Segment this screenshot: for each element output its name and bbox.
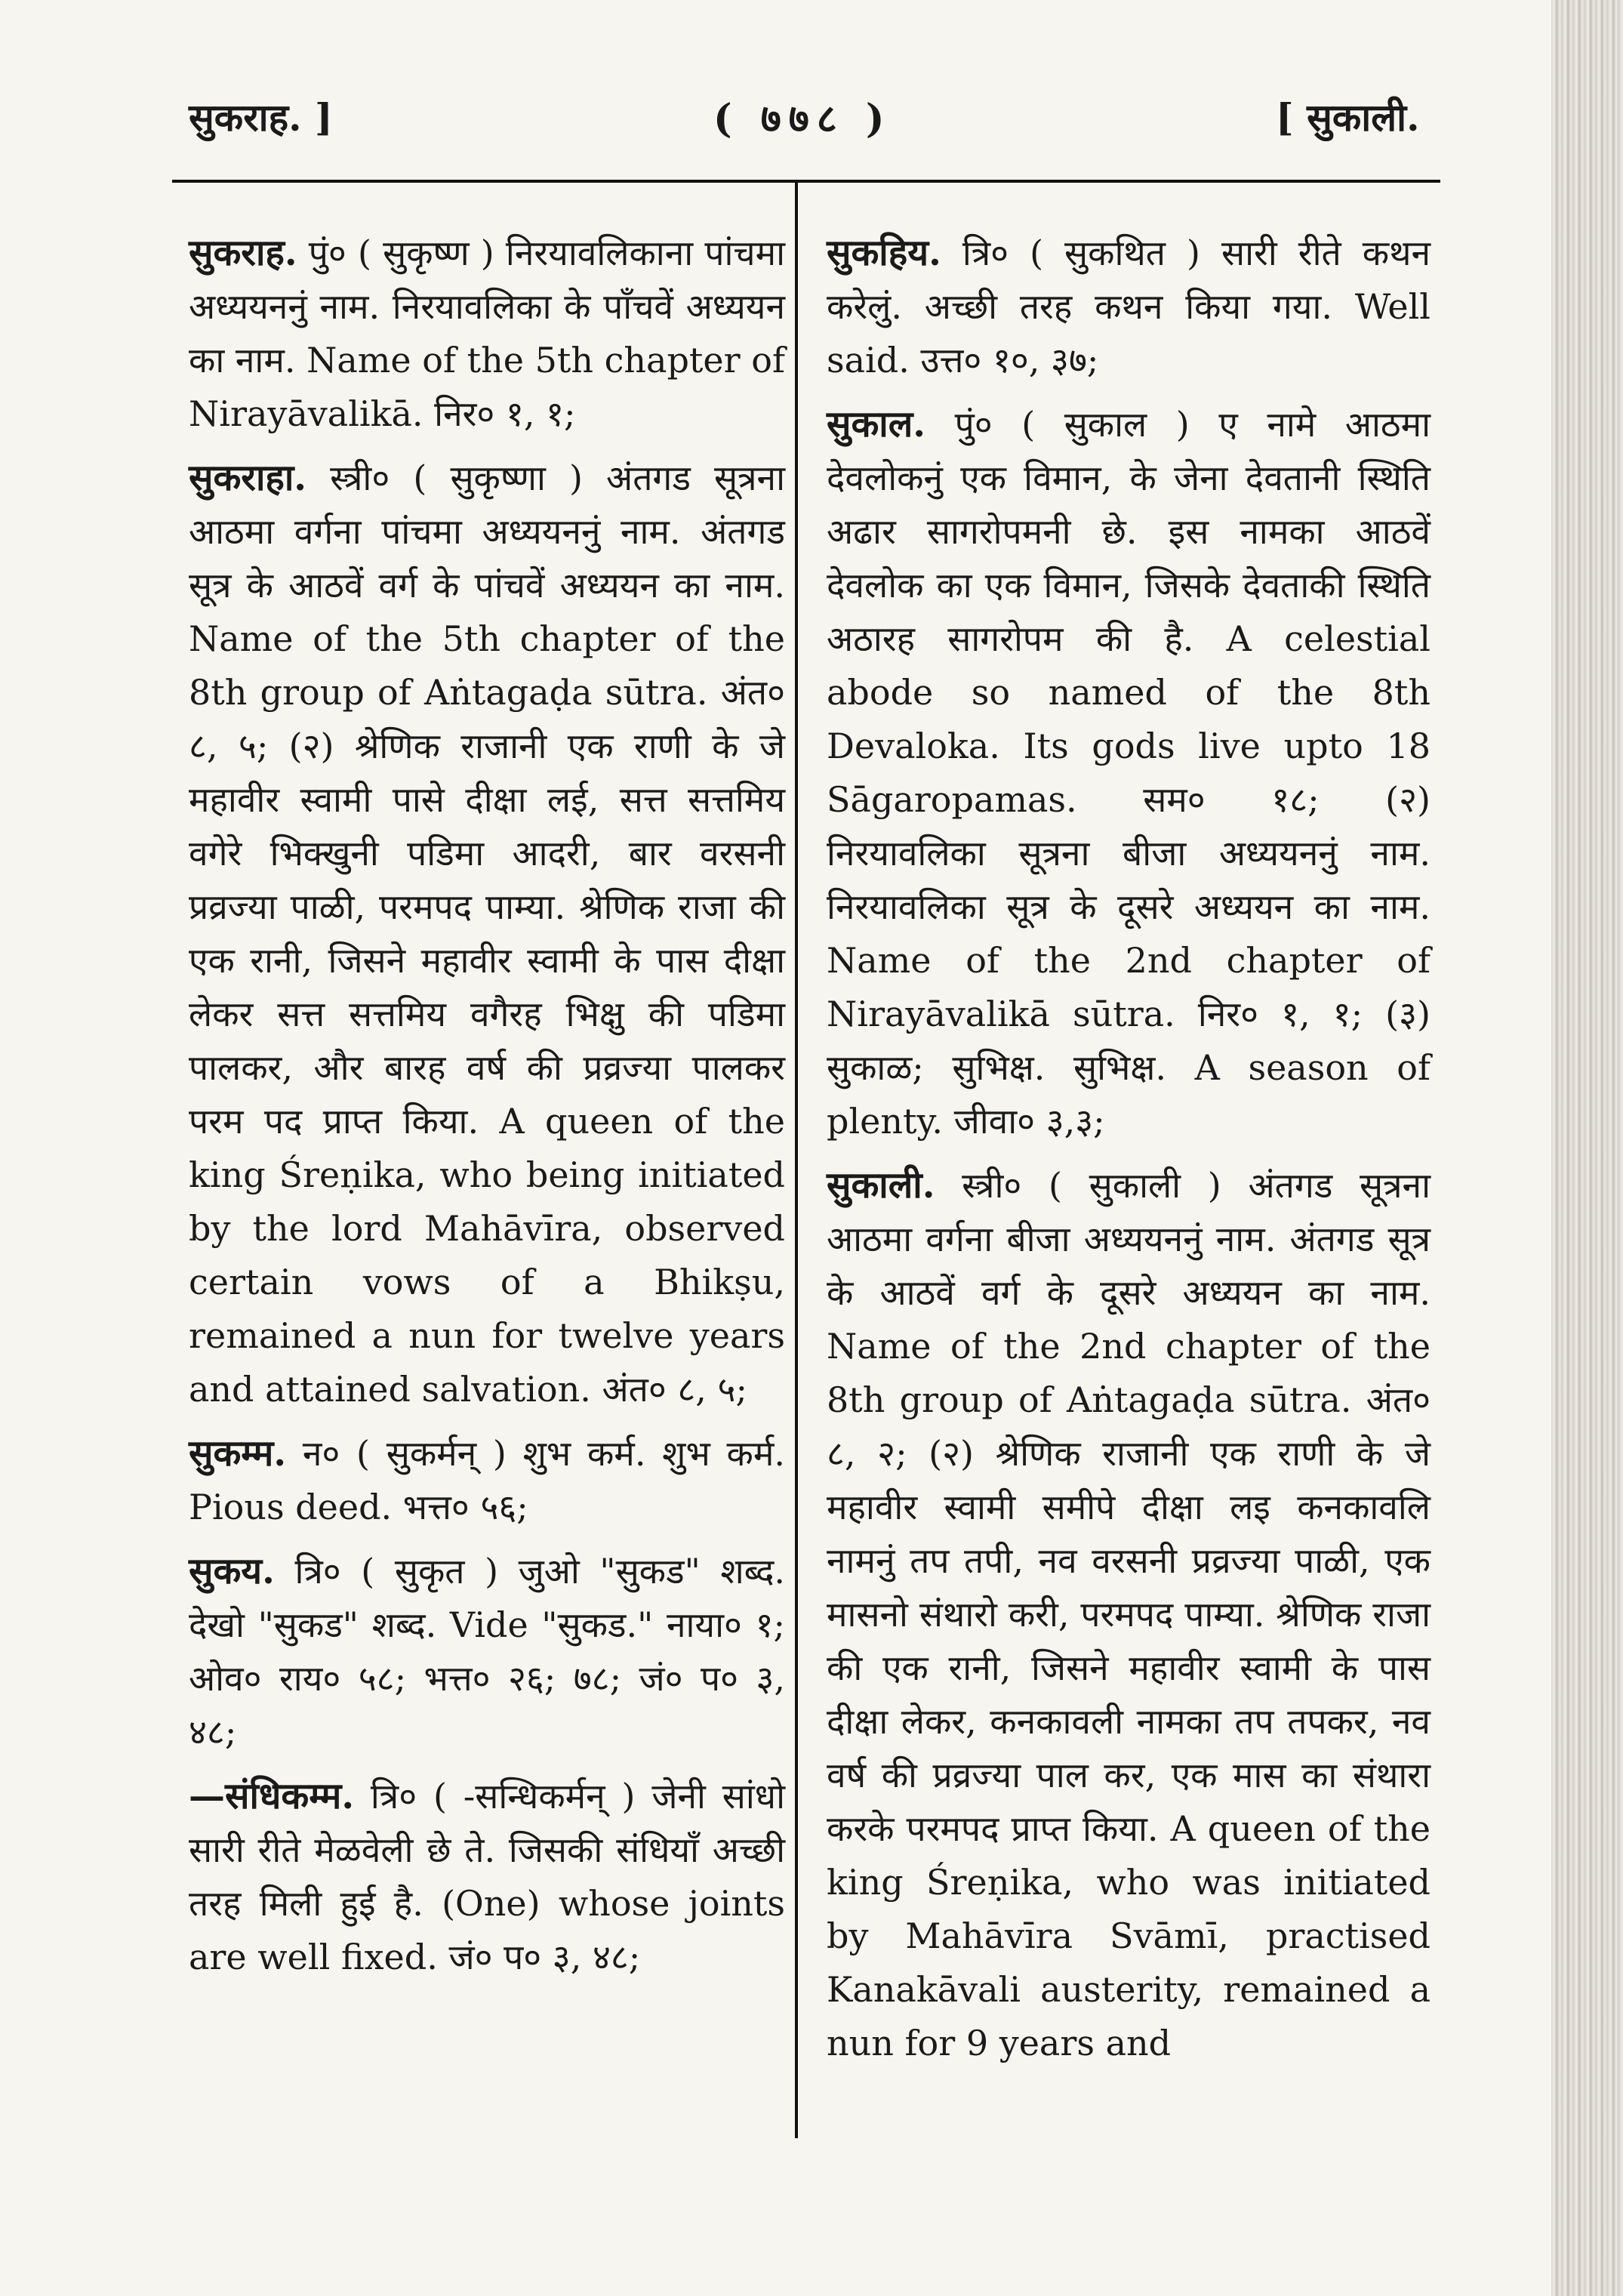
entry-text: पुं० ( सुकाल ) ए नामे आठमा देवलोकनुं एक विमान, के जेना देवतानी स्थिति अढार सागरोपमनी छे. इस नामका आठवें देवलोक का एक विमान, जिसके देवताकी स्थिति अठारह सागरोपम की है. A celestial abode so named of the 8th Devaloka. Its gods live upto 18 Sāgaropamas. सम० १८; (२) निरयावलिका सूत्रना बीजा अध्ययननुं नाम. निरयावलिका सूत्र के दूसरे अध्ययन का नाम. Name of the 2nd chapter of Nirayāvalikā sūtra. निर० १, १; (३) सुकाळ; सुभिक्ष. सुभिक्ष. A season of plenty. जीवा० ३,३; <box>827 404 1431 1142</box>
header-right-catchword: [ सुकाली. <box>1276 95 1420 140</box>
page-edge <box>1551 0 1623 2296</box>
entry-text: स्त्री० ( सुकृष्णा ) अंतगड सूत्रना आठमा वर्गना पांचमा अध्ययननुं नाम. अंतगड सूत्र के आठवें वर्ग के पांचवें अध्ययन का नाम. Name of the 5th chapter of the 8th group of Aṅtagaḍa sūtra. अंत० ८, ५; (२) श्रेणिक राजानी एक राणी के जे महावीर स्वामी पासे दीक्षा लई, सत्त सत्तमिय वगेरे भिक्खुनी पडिमा आदरी, बार वरसनी प्रव्रज्या पाळी, परमपद पाम्या. श्रेणिक राजा की एक रानी, जिसने महावीर स्वामी के पास दीक्षा लेकर सत्त सत्तमिय वगैरह भिक्षु की पडिमा पालकर, और बारह वर्ष की प्रव्रज्या पालकर परम पद प्राप्त किया. A queen of the king Śreṇika, who being initiated by the lord Mahāvīra, observed certain vows of a Bhikṣu, remained a nun for twelve years and attained salvation. अंत० ८, ५; <box>189 458 785 1410</box>
left-column <box>189 227 785 1995</box>
entry-headword: सुकराह. <box>189 232 297 274</box>
column-divider <box>795 183 798 2138</box>
entry-headword: सुकहिय. <box>827 232 941 274</box>
dictionary-entry <box>827 227 1431 387</box>
dictionary-sub-entry <box>189 1770 785 1984</box>
entry-text: त्रि० ( सुकृत ) जुओ "सुकड" शब्द. देखो "सुकड" शब्द. Vide "सुकड." नाया० १; ओव० राय० ५८; भत्त० २६; ७८; जं० प० ३, ४८; <box>189 1551 786 1752</box>
entry-headword: सुकय. <box>189 1550 275 1592</box>
header-left-catchword: सुकराह. ] <box>189 95 333 140</box>
dictionary-entry <box>189 1427 785 1534</box>
entry-text: स्त्री० ( सुकाली ) अंतगड सूत्रना आठमा वर्गना बीजा अध्ययननुं नाम. अंतगड सूत्र के आठवें वर्ग के दूसरे अध्ययन का नाम. Name of the 2nd chapter of the 8th group of Aṅtagaḍa sūtra. अंत० ८, २; (२) श्रेणिक राजानी एक राणी के जे महावीर स्वामी समीपे दीक्षा लइ कनकावलि नामनुं तप तपी, नव वरसनी प्रव्रज्या पाळी, एक मासनो संथारो करी, परमपद पाम्या. श्रेणिक राजा की एक रानी, जिसने महावीर स्वामी के पास दीक्षा लेकर, कनकावली नामका तप तपकर, नव वर्ष की प्रव्रज्या पाल कर, एक मास का संथारा करके परमपद प्राप्त किया. A queen of the king Śreṇika, who was initiated by Mahāvīra Svāmī, practised Kanakāvali austerity, remained a nun for 9 years and <box>827 1165 1431 2063</box>
entry-text: त्रि० ( सुकथित ) सारी रीते कथन करेलुं. अच्छी तरह कथन किया गया. Well said. उत्त० १०, ३७; <box>827 233 1431 381</box>
dictionary-entry <box>189 227 785 441</box>
entry-headword: सुकाली. <box>827 1164 935 1207</box>
dictionary-entry <box>189 1545 785 1759</box>
page-number: ( ७७८ ) <box>713 96 892 142</box>
dictionary-entry <box>827 1159 1431 2070</box>
header-rule <box>172 180 1440 183</box>
entry-headword: सुकाल. <box>827 403 925 445</box>
sub-entry-headword: —संधिकम्म. <box>189 1775 355 1817</box>
entry-headword: सुकराहा. <box>189 457 307 499</box>
page-header <box>0 91 1548 159</box>
dictionary-entry <box>189 451 785 1416</box>
entry-headword: सुकम्म. <box>189 1432 287 1475</box>
entry-text: पुं० ( सुकृष्ण ) निरयावलिकाना पांचमा अध्ययननुं नाम. निरयावलिका के पाँचवें अध्ययन का नाम. Name of the 5th chapter of Nirayāvalikā. निर० १, १; <box>189 233 786 434</box>
dictionary-entry <box>827 398 1431 1148</box>
right-column <box>827 227 1431 2081</box>
entry-text: न० ( सुकर्मन् ) शुभ कर्म. शुभ कर्म. Pious deed. भत्त० ५६; <box>189 1433 786 1527</box>
sub-entry-text: त्रि० ( -सन्धिकर्मन् ) जेनी सांधो सारी रीते मेळवेली छे ते. जिसकी संधियाँ अच्छी तरह मिली हुई है. (One) whose joints are well fixed. जं० प० ३, ४८; <box>189 1776 785 1977</box>
